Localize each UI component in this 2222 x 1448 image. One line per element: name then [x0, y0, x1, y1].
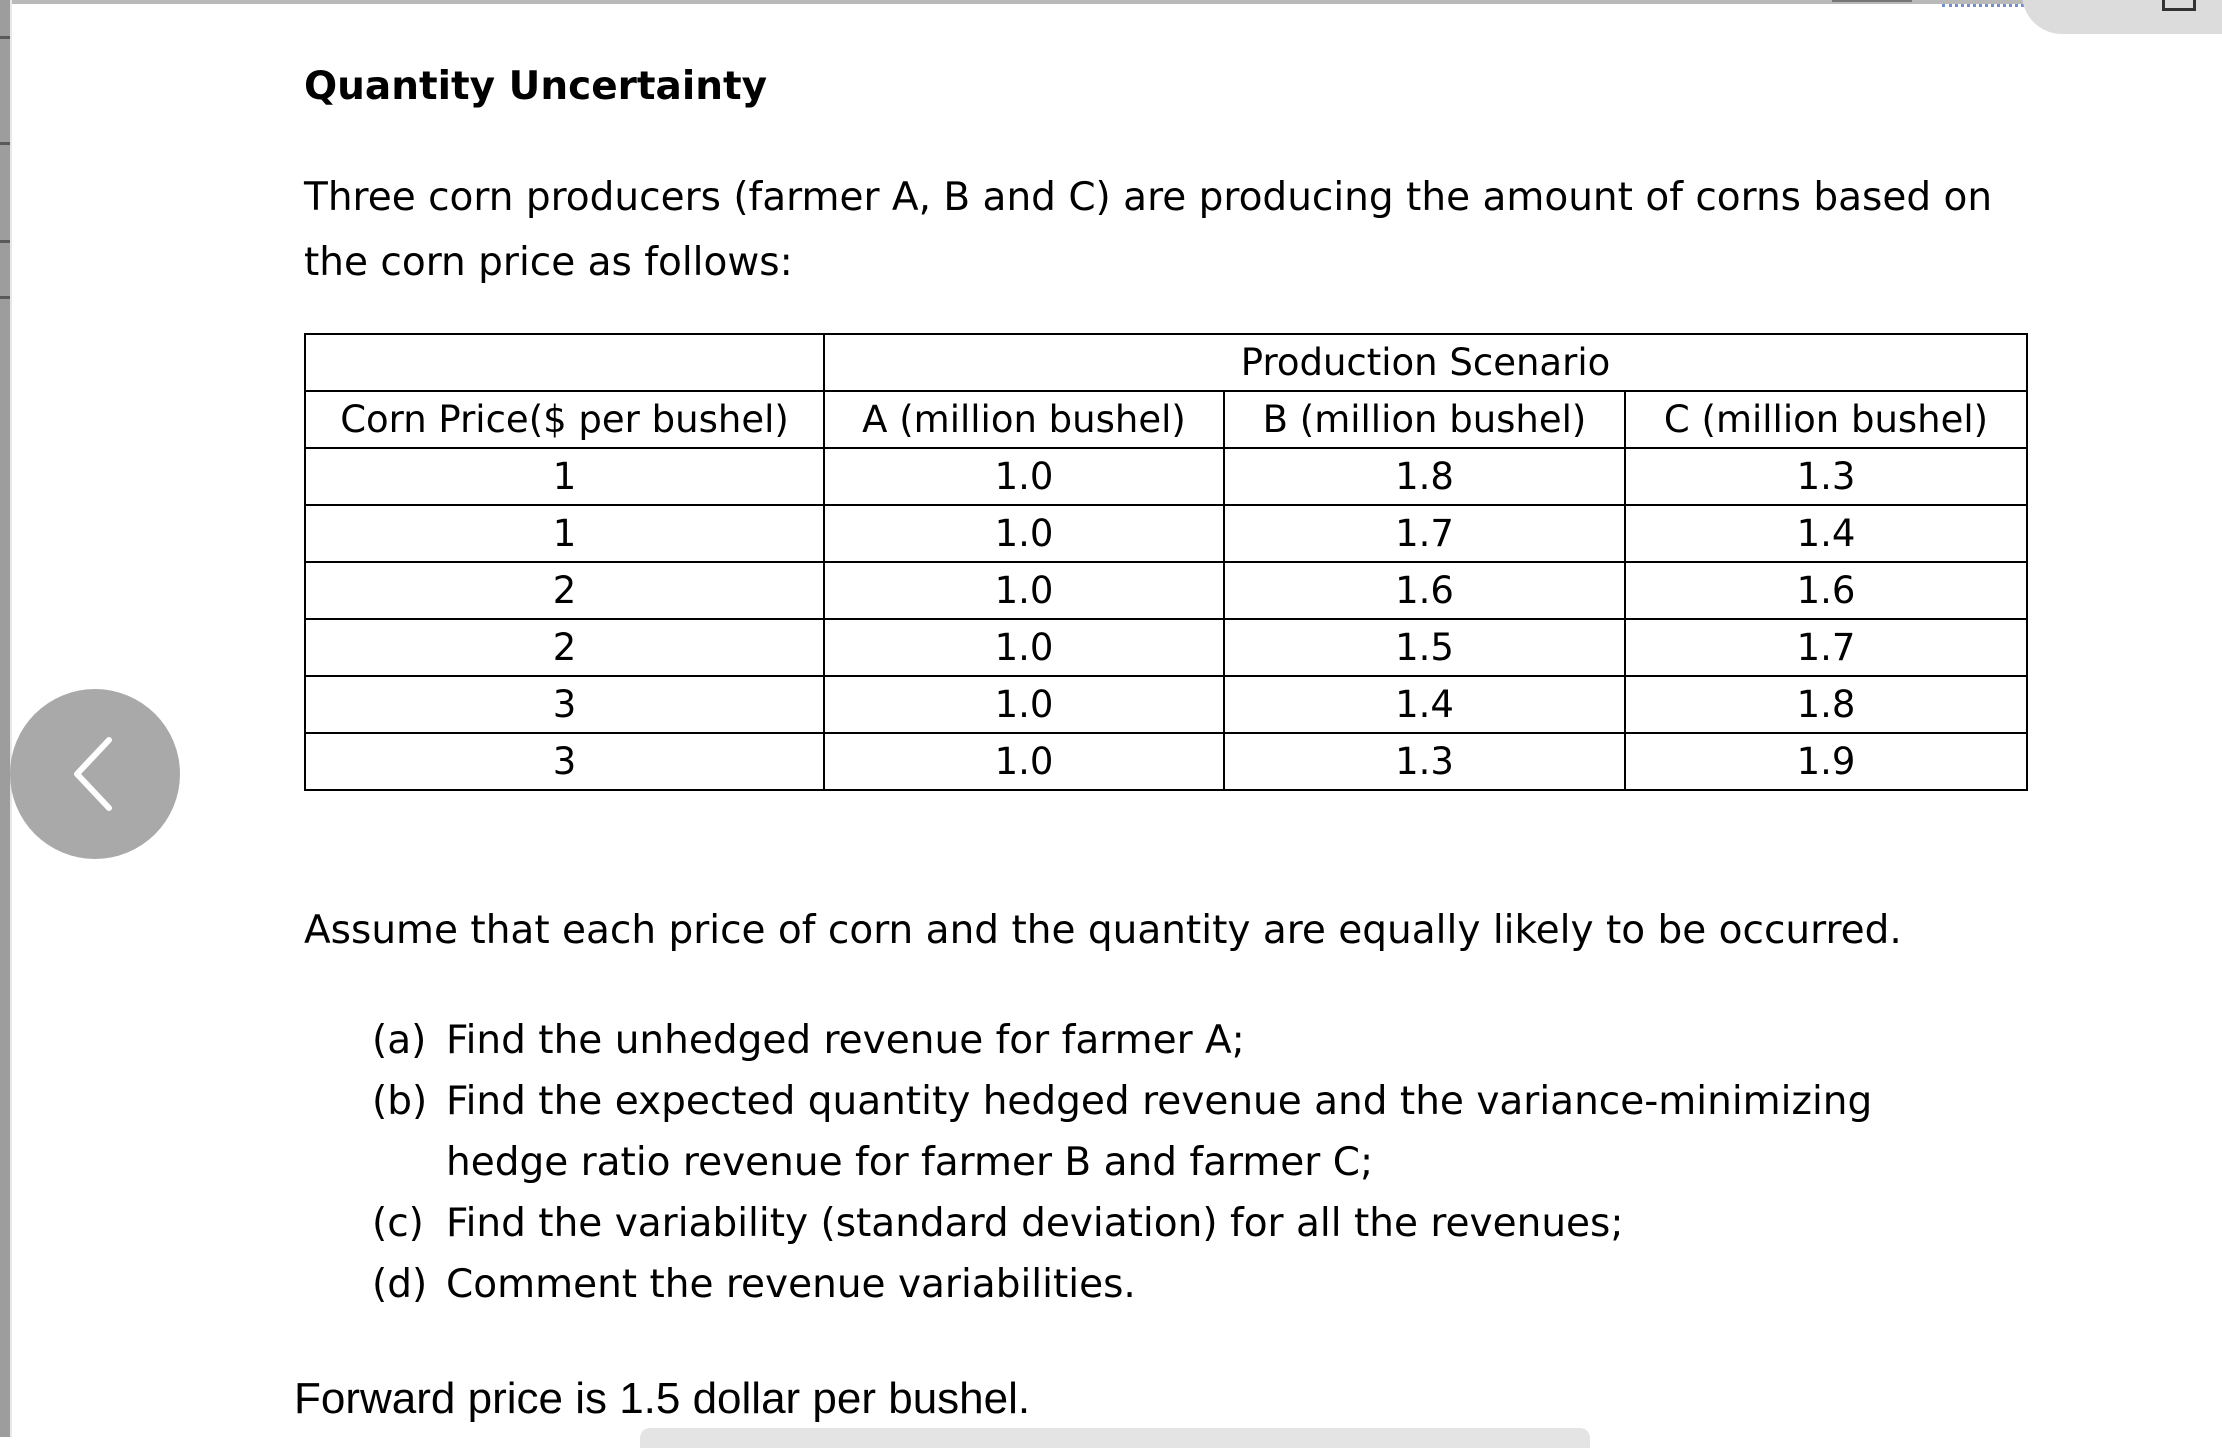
table-row	[305, 505, 2027, 562]
table-row	[305, 733, 2027, 790]
forward-price-note: Forward price is 1.5 dollar per bushel.	[294, 1374, 1031, 1423]
table-cell-b: 1.7	[1224, 505, 1625, 562]
question-label: (c)	[372, 1201, 424, 1246]
production-table	[304, 333, 2028, 791]
table-cell-b: 1.4	[1224, 676, 1625, 733]
left-edge-marker	[0, 36, 10, 39]
question-label: (d)	[372, 1262, 428, 1307]
question-text: Find the unhedged revenue for farmer A;	[446, 1018, 1245, 1063]
left-edge-marker	[0, 240, 10, 243]
previous-page-button[interactable]	[10, 689, 180, 859]
left-frame-border	[0, 0, 10, 1437]
column-header-b: B (million bushel)	[1224, 391, 1625, 448]
table-cell-a: 1.0	[824, 448, 1224, 505]
table-cell-price: 2	[305, 562, 824, 619]
table-cell-price: 1	[305, 505, 824, 562]
table-column-header-row	[305, 391, 2027, 448]
assumption-text: Assume that each price of corn and the quantity are equally likely to be occurred.	[304, 908, 1902, 953]
list-item	[372, 1071, 1932, 1193]
production-scenario-header: Production Scenario	[824, 334, 2027, 391]
table-cell-c: 1.8	[1625, 676, 2027, 733]
table-cell-b: 1.3	[1224, 733, 1625, 790]
table-header-empty-cell	[305, 334, 824, 391]
list-item	[372, 1010, 1932, 1071]
table-cell-b: 1.5	[1224, 619, 1625, 676]
table-cell-a: 1.0	[824, 562, 1224, 619]
chevron-left-icon	[65, 734, 125, 814]
table-row	[305, 676, 2027, 733]
table-cell-a: 1.0	[824, 733, 1224, 790]
table-cell-a: 1.0	[824, 676, 1224, 733]
table-cell-b: 1.8	[1224, 448, 1625, 505]
table-cell-price: 3	[305, 676, 824, 733]
bottom-scroll-bar[interactable]	[640, 1428, 1590, 1448]
question-list	[372, 1010, 1932, 1315]
table-row	[305, 619, 2027, 676]
question-text: Find the expected quantity hedged revenue and the variance-minimizing hedge ratio revenue for farmer B and farmer C;	[446, 1079, 1873, 1185]
question-text: Comment the revenue variabilities.	[446, 1262, 1136, 1307]
list-item	[372, 1193, 1932, 1254]
table-cell-b: 1.6	[1224, 562, 1625, 619]
table-cell-c: 1.7	[1625, 619, 2027, 676]
left-edge-marker	[0, 142, 10, 145]
table-row	[305, 562, 2027, 619]
table-group-header-row	[305, 334, 2027, 391]
table-cell-price: 3	[305, 733, 824, 790]
left-edge-marker	[0, 296, 10, 299]
table-cell-a: 1.0	[824, 505, 1224, 562]
table-cell-a: 1.0	[824, 619, 1224, 676]
table-cell-price: 2	[305, 619, 824, 676]
table-cell-c: 1.6	[1625, 562, 2027, 619]
left-frame-highlight	[10, 0, 12, 1437]
document-title: Quantity Uncertainty	[304, 64, 768, 109]
table-row	[305, 448, 2027, 505]
list-item	[372, 1254, 1932, 1315]
question-label: (b)	[372, 1079, 428, 1124]
table-cell-c: 1.4	[1625, 505, 2027, 562]
table-cell-c: 1.9	[1625, 733, 2027, 790]
question-label: (a)	[372, 1018, 427, 1063]
column-header-c: C (million bushel)	[1625, 391, 2027, 448]
table-cell-c: 1.3	[1625, 448, 2027, 505]
question-text: Find the variability (standard deviation) for all the revenues;	[446, 1201, 1624, 1246]
table-cell-price: 1	[305, 448, 824, 505]
top-edge-fragment	[1832, 0, 1912, 2]
column-header-price: Corn Price($ per bushel)	[305, 391, 824, 448]
window-box-icon[interactable]	[2162, 0, 2196, 11]
column-header-a: A (million bushel)	[824, 391, 1224, 448]
intro-paragraph: Three corn producers (farmer A, B and C) are producing the amount of corns based on the corn price as follows:	[304, 175, 1993, 285]
